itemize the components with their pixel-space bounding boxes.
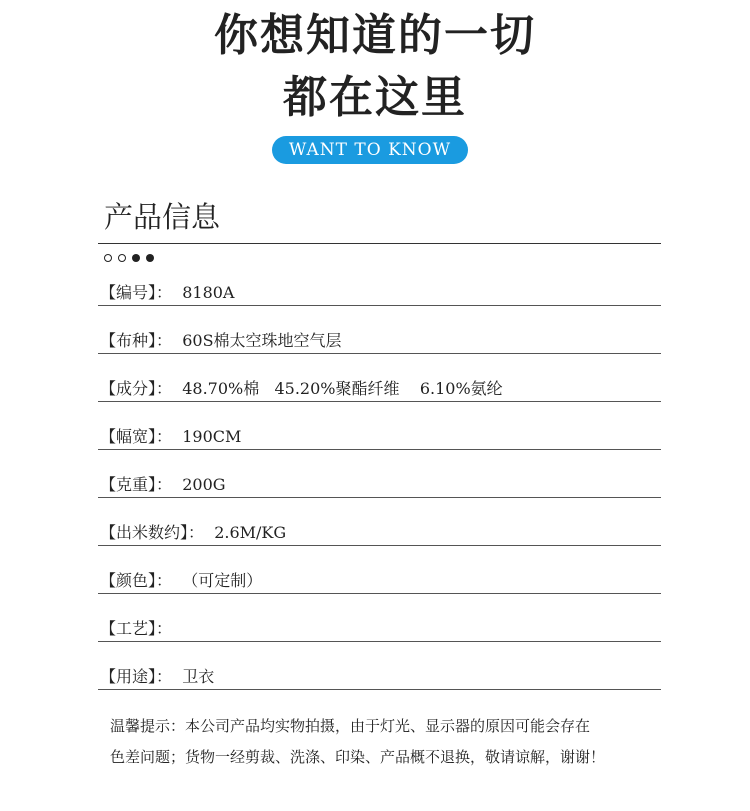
want-to-know-badge: WANT TO KNOW: [272, 136, 468, 164]
spec-row-process: 【工艺】：: [98, 594, 661, 642]
spec-row-width: 【幅宽】： 190CM: [98, 402, 661, 450]
spec-value: 200G: [182, 475, 226, 494]
spec-label: 【成分】: [100, 379, 157, 398]
hero-title-line-2: 都在这里: [283, 72, 467, 123]
notice-text: [110, 711, 670, 773]
spec-label: 【颜色】: [100, 571, 157, 590]
spec-value: （可定制）: [182, 571, 263, 590]
spec-label: 【工艺】: [100, 619, 157, 638]
spec-value: 60S棉太空珠地空气层: [182, 331, 342, 350]
spec-value: 卫衣: [182, 667, 215, 686]
spec-row-weight: 【克重】： 200G: [98, 450, 661, 498]
spec-row-composition: 【成分】： 48.70%棉 45.20%聚酯纤维 6.10%氨纶: [98, 354, 661, 402]
spec-row-yield: 【出米数约】： 2.6M/KG: [98, 498, 661, 546]
spec-value: 48.70%棉 45.20%聚酯纤维 6.10%氨纶: [182, 379, 503, 398]
section-divider: [98, 243, 661, 244]
notice-line-1: 温馨提示：本公司产品均实物拍摄，由于灯光、显示器的原因可能会存在: [110, 717, 591, 735]
spec-label: 【用途】: [100, 667, 157, 686]
hero-title-line-1: 你想知道的一切: [214, 10, 536, 61]
spec-row-usage: 【用途】： 卫衣: [98, 642, 661, 690]
spec-value: 8180A: [182, 283, 235, 302]
section-title: 产品信息: [104, 200, 221, 234]
spec-list: [98, 258, 661, 690]
spec-label: 【幅宽】: [100, 427, 157, 446]
spec-label: 【出米数约】: [100, 523, 189, 542]
spec-value: 2.6M/KG: [214, 523, 287, 542]
spec-row-fabric: 【布种】： 60S棉太空珠地空气层: [98, 306, 661, 354]
notice-line-2: 色差问题；货物一经剪裁、洗涤、印染、产品概不退换，敬请谅解，谢谢！: [110, 748, 606, 766]
spec-label: 【布种】: [100, 331, 157, 350]
spec-row-code: 【编号】： 8180A: [98, 258, 661, 306]
spec-label: 【编号】: [100, 283, 157, 302]
spec-label: 【克重】: [100, 475, 157, 494]
spec-row-color: 【颜色】： （可定制）: [98, 546, 661, 594]
spec-value: 190CM: [182, 427, 242, 446]
